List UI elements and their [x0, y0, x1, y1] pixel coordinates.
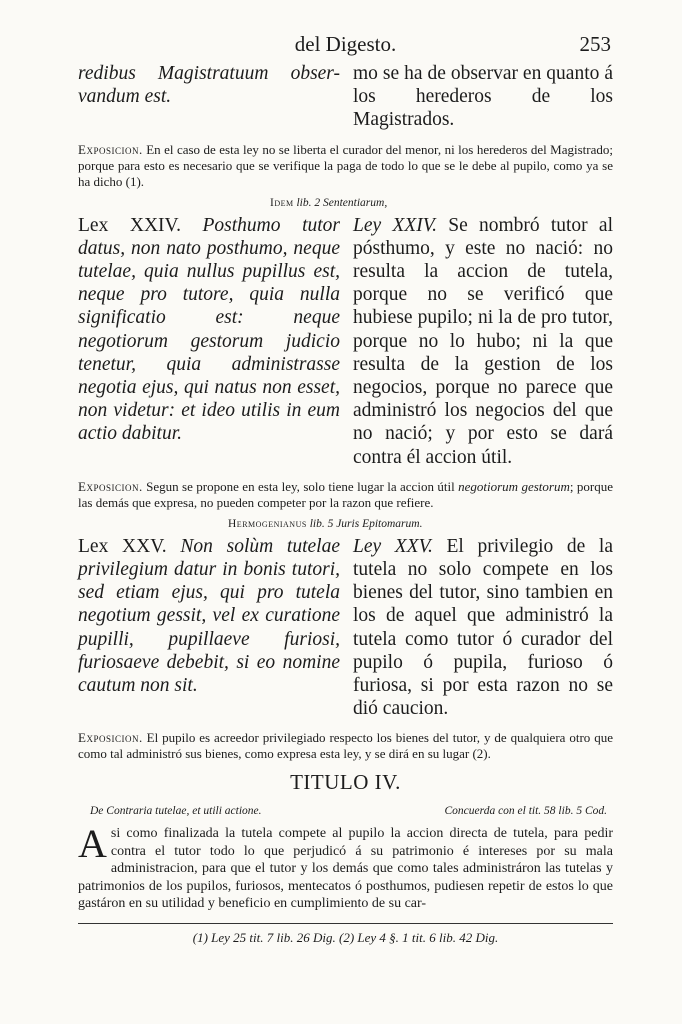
lex-24-latin-label: Lex XXIV.	[78, 214, 181, 236]
footnote-rule	[78, 923, 613, 924]
lex-25-block	[78, 535, 613, 721]
source-author: Idem	[270, 196, 294, 209]
section-title: TITULO IV.	[290, 770, 401, 795]
exposicion-text-italic: negotiorum gestorum	[458, 478, 570, 494]
lex-24-block	[78, 214, 613, 469]
exposicion-3	[78, 730, 613, 762]
top-spanish: mo se ha de observar en quanto á los herederos de los Magistrados.	[353, 63, 613, 131]
lex-24-spanish	[353, 214, 613, 469]
lex-25-spanish	[353, 535, 613, 721]
exposicion-2	[78, 479, 613, 511]
exposicion-text-after: ; porque las demás que expresa, no pueden competer por la razon que refiere.	[78, 478, 614, 510]
closing-paragraph-text: si como finalizada la tutela compete al pupilo la accion directa de tutela, para pedir contra el tutor todo lo que perjudicó á su patrimonio é intereses por su mala administracion, para que el tutor y los demás que como tales administráron las tutelas y patrimonios de los pupilos, furiosos, mentecatos ó posthumos, pudiesen repetir de estos lo que gastáron en su utilidad y beneficio en cumplimiento de su car-	[78, 826, 613, 912]
lex-24-spanish-text: Se nombró tutor al pósthumo, y este no nació: no resulta la accion de tutela, porque no se verificó que hubiese pupilo; ni la de pro tutor, porque no lo hubo; ni la que resulta de la gestion de los negocios, porque no parece que administró los negocios del que no nació; y por esto se dará contra él accion útil.	[353, 214, 613, 468]
lex-25-latin-text: Non solùm tutelae privilegium datur in bonis tutori, sed etiam ejus, qui pro tutela negotium gessit, vel ex curatione pupilli, pupillaeve furiosi, furiosaeve debebit, si eo nomine cautum non sit.	[78, 535, 340, 697]
lex-25-latin	[78, 535, 340, 721]
exposicion-text: El pupilo es acreedor privilegiado respecto los bienes del tutor, y de qualquiera otro que como tal administró sus bienes, como expresa esta ley, y se dirá en su lugar (2).	[78, 730, 613, 762]
source-ref: lib. 5 Juris Epitomarum.	[309, 517, 423, 530]
top-block	[78, 62, 613, 132]
exposicion-label: Exposicion.	[78, 730, 143, 746]
source-ref: lib. 2 Sententiarum,	[296, 196, 388, 209]
page	[78, 28, 613, 946]
footnotes: (1) Ley 25 tit. 7 lib. 26 Dig. (2) Ley 4 §. 1 tit. 6 lib. 42 Dig.	[192, 929, 499, 945]
lex-25-latin-label: Lex XXV.	[78, 535, 167, 557]
subtitle-right: Concuerda con el tit. 58 lib. 5 Cod.	[444, 805, 607, 818]
top-latin: redibus Magistratuum obser-vandum est.	[78, 63, 340, 108]
lex-24-latin	[78, 214, 340, 469]
page-number: 253	[579, 32, 611, 56]
lex-24-latin-text: Posthumo tutor datus, non nato posthumo, neque tutelae, quia nullus pupillus est, neque pro tutore, quia nulla significatio est: neque negotiorum gestorum judicio tenetur, quia administrasse negotia ejus, qui natus non esset, non videtur: et ideo utilis in eum actio dabitur.	[78, 214, 340, 445]
header-title: del Digesto.	[294, 32, 397, 56]
running-header	[78, 28, 613, 62]
source-line-1	[78, 196, 613, 210]
exposicion-1	[78, 142, 613, 190]
source-line-2	[78, 517, 613, 531]
lex-25-spanish-label: Ley XXV.	[353, 535, 433, 557]
section-subtitles	[90, 805, 607, 817]
exposicion-label: Exposicion.	[78, 478, 143, 494]
lex-25-spanish-text: El privilegio de la tutela no solo compete en los bienes del tutor, sino tambien en los de aquel que administró la tutela como tutor ó curador del pupilo ó pupila, furioso ó furiosa, si por esta razon no se dió caucion.	[353, 535, 613, 720]
drop-cap: A	[78, 821, 107, 867]
closing-paragraph	[78, 821, 613, 913]
source-author: Hermogenianus	[228, 517, 307, 530]
exposicion-text: En el caso de esta ley no se liberta el curador del menor, ni los herederos del Magistrado; porque para esto es necesario que se verifique la paga de todo lo que se le debe al pupilo, como ya se ha dicho (1).	[78, 141, 613, 189]
subtitle-left: De Contraria tutelae, et utili actione.	[90, 805, 262, 818]
lex-24-spanish-label: Ley XXIV.	[353, 214, 437, 236]
exposicion-text-before: Segun se propone en esta ley, solo tiene lugar la accion útil	[146, 478, 455, 494]
exposicion-label: Exposicion.	[78, 141, 143, 157]
